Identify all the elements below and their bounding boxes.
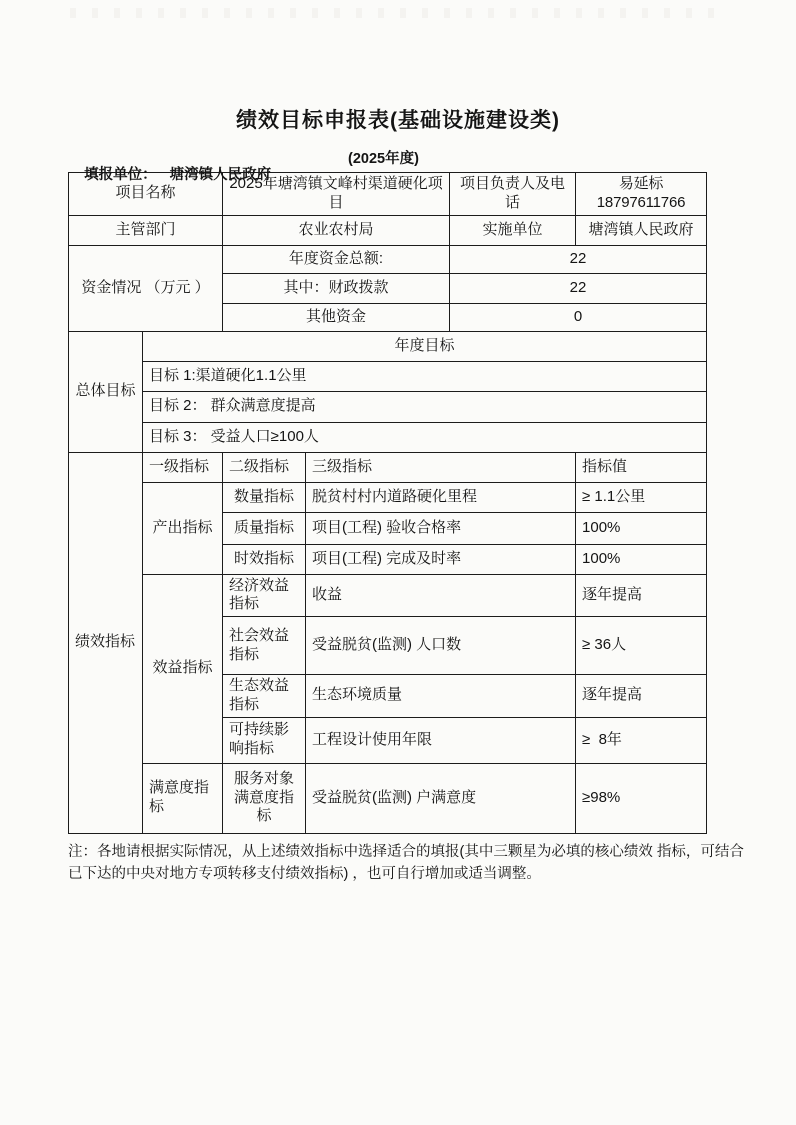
indicator-value-cell: ≥ 36人 — [576, 617, 707, 675]
level3-cell: 脱贫村村内道路硬化里程 — [306, 482, 576, 512]
funding-item-label-cell: 年度资金总额: — [223, 245, 450, 273]
footnote-line: 已下达的中央对地方专项转移支付绩效指标) ，也可自行增加或适当调整。 — [68, 865, 541, 882]
level2-cell: 经济效益指标 — [223, 574, 306, 617]
scan-artifact — [70, 8, 730, 18]
table-row — [69, 763, 707, 833]
impl-value-cell: 塘湾镇人民政府 — [576, 215, 707, 245]
indicator-value-cell: 逐年提高 — [576, 574, 707, 617]
level1-cell: 效益指标 — [143, 574, 223, 763]
level3-cell: 工程设计使用年限 — [306, 717, 576, 763]
table-row — [69, 452, 707, 482]
level1-header-cell: 一级指标 — [143, 452, 223, 482]
level2-cell: 社会效益指标 — [223, 617, 306, 675]
level2-cell: 服务对象满意度指标 — [223, 763, 306, 833]
page-title: 绩效目标申报表(基础设施建设类) — [236, 109, 560, 132]
project-name-label-cell: 项目名称 — [69, 173, 223, 216]
funding-item-label-cell: 其他资金 — [223, 303, 450, 331]
level2-cell: 可持续影响指标 — [223, 717, 306, 763]
impl-label-cell: 实施单位 — [450, 215, 576, 245]
table-row — [69, 482, 707, 512]
funding-item-value-cell: 22 — [450, 273, 707, 303]
indicator-value-cell: 100% — [576, 544, 707, 574]
overall-goal-section-label-cell: 总体目标 — [69, 331, 143, 452]
leader-label-cell: 项目负责人及电话 — [450, 173, 576, 216]
footnote — [68, 841, 744, 886]
dept-value-cell: 农业农村局 — [223, 215, 450, 245]
funding-item-label-cell: 其中：财政拨款 — [223, 273, 450, 303]
table-row — [69, 391, 707, 422]
annual-goal-header-cell: 年度目标 — [143, 331, 707, 361]
indicator-value-cell: ≥ 1.1公里 — [576, 482, 707, 512]
indicator-value-cell: 100% — [576, 512, 707, 544]
level2-header-cell: 二级指标 — [223, 452, 306, 482]
footnote-line: 注：各地请根据实际情况，从上述绩效指标中选择适合的填报(其中三颗星为必填的核心绩效 指标，可结合 — [68, 843, 744, 860]
indicator-value-cell: ≥ 8年 — [576, 717, 707, 763]
goal-item-cell: 目标 2： 群众满意度提高 — [143, 391, 707, 422]
declaration-table — [68, 172, 707, 834]
goal-item-cell: 目标 3： 受益人口≥100人 — [143, 422, 707, 452]
level3-cell: 收益 — [306, 574, 576, 617]
level1-cell: 满意度指标 — [143, 763, 223, 833]
level3-cell: 生态环境质量 — [306, 675, 576, 718]
table-row — [69, 331, 707, 361]
leader-value-cell: 易延标18797611766 — [576, 173, 707, 216]
indicator-value-cell: ≥98% — [576, 763, 707, 833]
level3-cell: 受益脱贫(监测) 户满意度 — [306, 763, 576, 833]
level3-cell: 受益脱贫(监测) 人口数 — [306, 617, 576, 675]
funding-item-value-cell: 0 — [450, 303, 707, 331]
level1-cell: 产出指标 — [143, 482, 223, 574]
value-header-cell: 指标值 — [576, 452, 707, 482]
level3-cell: 项目(工程) 验收合格率 — [306, 512, 576, 544]
table-row — [69, 215, 707, 245]
level2-cell: 数量指标 — [223, 482, 306, 512]
report-year: (2025年度) — [348, 151, 419, 167]
indicator-section-label-cell: 绩效指标 — [69, 452, 143, 833]
level3-header-cell: 三级指标 — [306, 452, 576, 482]
table-row — [69, 574, 707, 617]
level2-cell: 时效指标 — [223, 544, 306, 574]
table-row — [69, 245, 707, 273]
dept-label-cell: 主管部门 — [69, 215, 223, 245]
project-name-value-cell: 2025年塘湾镇文峰村渠道硬化项目 — [223, 173, 450, 216]
report-unit-line — [68, 147, 706, 183]
funding-section-label-cell: 资金情况 （万元 ） — [69, 245, 223, 331]
report-unit-value: 塘湾镇人民政府 — [169, 167, 272, 183]
level2-cell: 生态效益指标 — [223, 675, 306, 718]
funding-item-value-cell: 22 — [450, 245, 707, 273]
level3-cell: 项目(工程) 完成及时率 — [306, 544, 576, 574]
indicator-value-cell: 逐年提高 — [576, 675, 707, 718]
report-unit-label: 填报单位： — [84, 167, 157, 183]
table-row — [69, 361, 707, 391]
table-row — [69, 422, 707, 452]
level2-cell: 质量指标 — [223, 512, 306, 544]
goal-item-cell: 目标 1:渠道硬化1.1公里 — [143, 361, 707, 391]
